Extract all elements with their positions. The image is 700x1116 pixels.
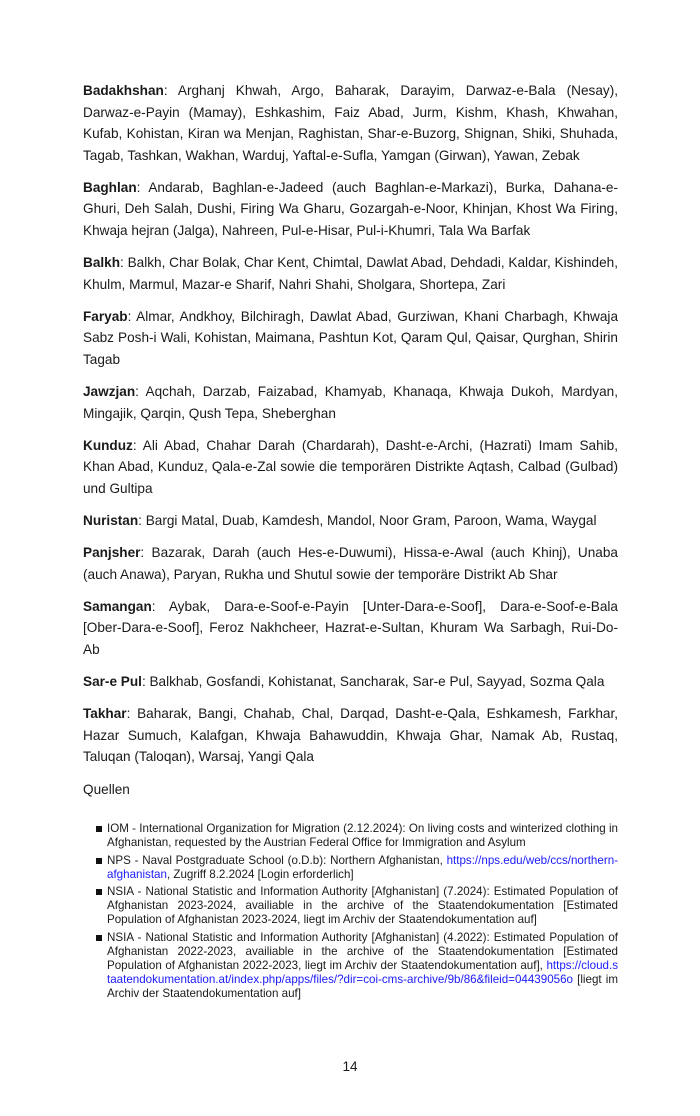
reference-item — [96, 931, 618, 1002]
reference-link[interactable]: https://nps.edu/web/ccs/northern-afghanistan — [107, 853, 618, 881]
province-name: Samangan — [83, 598, 152, 614]
province-name: Baghlan — [83, 179, 137, 195]
province-name: Panjsher — [83, 545, 141, 561]
district-list: : Aqchah, Darzab, Faizabad, Khamyab, Khanaqa, Khwaja Dukoh, Mardyan, Mingajik, Qarqin, Qush Tepa, Sheberghan — [83, 384, 618, 421]
district-list: : Almar, Andkhoy, Bilchiragh, Dawlat Abad, Gurziwan, Khani Charbagh, Khwaja Sabz Posh-i Wali, Kohistan, Maimana, Pashtun Kot, Qaram Qul, Qaisar, Qurghan, Shirin Tagab — [83, 308, 618, 368]
reference-text: NPS - Naval Postgraduate School (o.D.b): Northern Afghanistan, — [107, 853, 447, 867]
province-name: Nuristan — [83, 513, 139, 529]
reference-text: IOM - International Organization for Migration (2.12.2024): On living costs and winterized clothing in Afghanistan, requested by the Austrian Federal Office for Immigration and Asylum — [107, 822, 618, 850]
province-name: Takhar — [83, 706, 127, 722]
reference-note: , Zugriff 8.2.2024 [Login erforderlich] — [166, 867, 354, 881]
sources-heading: Quellen — [83, 781, 130, 797]
reference-list — [83, 822, 618, 1001]
page-number: 14 — [342, 1058, 358, 1074]
district-list: : Balkh, Char Bolak, Char Kent, Chimtal, Dawlat Abad, Dehdadi, Kaldar, Kishindeh, Khulm, Marmul, Mazar-e Sharif, Nahri Shahi, Sholgara, Shortepa, Zari — [83, 255, 618, 292]
square-bullet-icon — [96, 858, 102, 864]
province-paragraph — [83, 381, 618, 424]
document-body — [83, 0, 618, 1002]
district-list: : Baharak, Bangi, Chahab, Chal, Darqad, Dasht-e-Qala, Eshkamesh, Farkhar, Hazar Sumuch, Kalafgan, Khwaja Bahawuddin, Khwaja Ghar, Namak Ab, Rustaq, Taluqan (Taloqan), Warsaj, Yangi Qala — [83, 706, 618, 765]
province-paragraph — [83, 435, 618, 500]
square-bullet-icon — [96, 889, 102, 895]
province-paragraph — [83, 306, 618, 371]
province-name: Faryab — [83, 308, 128, 324]
district-list: : Andarab, Baghlan-e-Jadeed (auch Baghlan-e-Markazi), Burka, Dahana-e-Ghuri, Deh Salah, Dushi, Firing Wa Gharu, Gozargah-e-Noor, Khinjan, Khost Wa Firing, Khwaja hejran (Jalga), Nahreen, Pul-e-Hisar, Pul-i-Khumri, Tala Wa Barfak — [83, 179, 618, 239]
district-list: : Balkhab, Gosfandi, Kohistanat, Sancharak, Sar-e Pul, Sayyad, Sozma Qala — [141, 674, 605, 690]
district-list: : Ali Abad, Chahar Darah (Chardarah), Dasht-e-Archi, (Hazrati) Imam Sahib, Khan Abad, Kunduz, Qala-e-Zal sowie die temporären Distrikte Aqtash, Calbad (Gulbad) und Gultipa — [83, 437, 618, 496]
province-paragraph — [83, 703, 618, 768]
square-bullet-icon — [96, 826, 102, 832]
province-name: Jawzjan — [83, 384, 136, 400]
province-paragraph — [83, 510, 618, 532]
district-list: : Arghanj Khwah, Argo, Baharak, Darayim, Darwaz-e-Bala (Nesay), Darwaz-e-Payin (Mamay), Eshkashim, Faiz Abad, Jurm, Kishm, Khash, Khwahan, Kufab, Kohistan, Kiran wa Menjan, Raghistan, Shar-e-Buzorg, Shignan, Shiki, Shuhada, Tagab, Tashkan, Wakhan, Warduj, Yaftal-e-Sufla, Yamgan (Girwan), Yawan, Zebak — [83, 83, 618, 163]
province-name: Sar-e Pul — [83, 674, 142, 690]
province-name: Badakhshan — [83, 83, 164, 98]
province-paragraph — [83, 542, 618, 585]
reference-note: [liegt im Archiv der Staatendokumentation auf] — [107, 973, 618, 1001]
province-paragraph — [83, 80, 618, 166]
province-name: Balkh — [83, 255, 121, 271]
province-paragraph — [83, 596, 618, 661]
district-list: : Bazarak, Darah (auch Hes-e-Duwumi), Hissa-e-Awal (auch Khinj), Unaba (auch Anawa), Paryan, Rukha und Shutul sowie der temporäre Distrikt Ab Shar — [83, 545, 618, 582]
province-paragraph — [83, 671, 618, 693]
square-bullet-icon — [96, 935, 102, 941]
province-list — [83, 80, 618, 768]
reference-text: NSIA - National Statistic and Information Authority [Afghanistan] (7.2024): Estimated Population of Afghanistan 2023-2024, availiable in the archive of the Staatendokumentation [Estimated Population of Afghanistan 2023-2024, liegt im Archiv der Staatendokumentation auf] — [107, 884, 618, 927]
reference-item — [96, 822, 618, 850]
reference-text: NSIA - National Statistic and Information Authority [Afghanistan] (4.2022): Estimated Population of Afghanistan 2022-2023, availiable in the archive of the Staatendokumentation [Estimated Population of Afghanistan 2022-2023, liegt im Archiv der Staatendokumentation auf], — [107, 930, 618, 972]
reference-item — [96, 885, 618, 928]
reference-item — [96, 854, 618, 882]
province-name: Kunduz — [83, 437, 133, 453]
province-paragraph — [83, 177, 618, 242]
province-paragraph — [83, 252, 618, 295]
district-list: : Aybak, Dara-e-Soof-e-Payin [Unter-Dara-e-Soof], Dara-e-Soof-e-Bala [Ober-Dara-e-Soof], Feroz Nakhcheer, Hazrat-e-Sultan, Khuram Wa Sarbagh, Rui-Do-Ab — [83, 598, 618, 658]
reference-link[interactable]: https://cloud.staatendokumentation.at/index.php/apps/files/?dir=coi-cms-archive/9b/86&fileid=04439056o — [107, 958, 618, 987]
district-list: : Bargi Matal, Duab, Kamdesh, Mandol, Noor Gram, Paroon, Wama, Waygal — [138, 513, 597, 529]
